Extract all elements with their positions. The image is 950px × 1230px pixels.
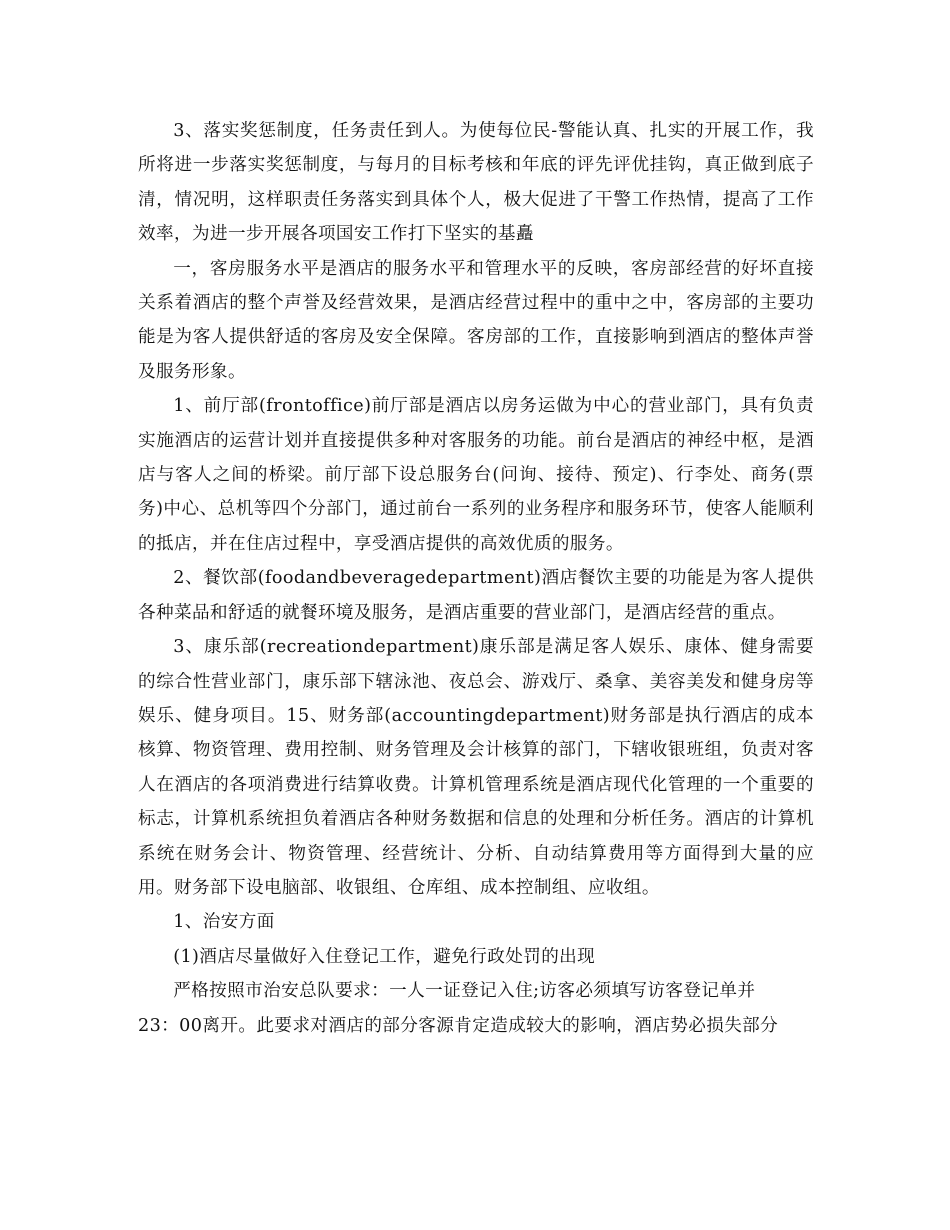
paragraph-registration-impact: 23：00离开。此要求对酒店的部分客源肯定造成较大的影响，酒店势必损失部分 (138, 1015, 779, 1036)
paragraph-recreation-accounting: 3、康乐部(recreationdepartment)康乐部是满足客人娱乐、康体、健身需要的综合性营业部门，康乐部下辖泳池、夜总会、游戏厅、桑拿、美容美发和健身房等娱乐、健身项目。15、财务部(accountingdepartment)财务部是执行酒店的成本核算、物资管理、费用控制、财务管理及会计核算的部门，下辖收银班组，负责对客人在酒店的各项消费进行结算收费。计算机管理系统是酒店现代化管理的一个重要的标志，计算机系统担负着酒店各种财务数据和信息的处理和分析任务。酒店的计算机系统在财务会计、物资管理、经营统计、分析、自动结算费用等方面得到大量的应用。财务部下设电脑部、收银组、仓库组、成本控制组、应收组。 (138, 637, 814, 898)
heading-public-security: 1、治安方面 (173, 912, 275, 933)
subheading-registration: (1)酒店尽量做好入住登记工作，避免行政处罚的出现 (173, 946, 596, 967)
paragraph-registration-rules: 严格按照市治安总队要求：一人一证登记入住;访客必须填写访客登记单并 (173, 981, 756, 1002)
paragraph-front-office: 1、前厅部(frontoffice)前厅部是酒店以房务运做为中心的营业部门，具有负责实施酒店的运营计划并直接提供多种对客服务的功能。前台是酒店的神经中枢，是酒店与客人之间的桥梁。前厅部下设总服务台(问询、接待、预定)、行李处、商务(票务)中心、总机等四个分部门，通过前台一系列的业务程序和服务环节，使客人能顺利的抵店，并在住店过程中，享受酒店提供的高效优质的服务。 (138, 396, 814, 554)
paragraph-food-beverage: 2、餐饮部(foodandbeveragedepartment)酒店餐饮主要的功能是为客人提供各种菜品和舒适的就餐环境及服务，是酒店重要的营业部门，是酒店经营的重点。 (138, 568, 814, 623)
paragraph-housekeeping: 一，客房服务水平是酒店的服务水平和管理水平的反映，客房部经营的好坏直接关系着酒店的整个声誉及经营效果，是酒店经营过程中的重中之中，客房部的主要功能是为客人提供舒适的客房及安全保障。客房部的工作，直接影响到酒店的整体声誉及服务形象。 (138, 258, 814, 382)
paragraph-reward-punishment: 3、落实奖惩制度，任务责任到人。为使每位民-警能认真、扎实的开展工作，我所将进一步落实奖惩制度，与每月的目标考核和年底的评先评优挂钩，真正做到底子清，情况明，这样职责任务落实到具体个人，极大促进了干警工作热情，提高了工作效率，为进一步开展各项国安工作打下坚实的基矗 (138, 121, 814, 245)
document-body (138, 114, 814, 1043)
